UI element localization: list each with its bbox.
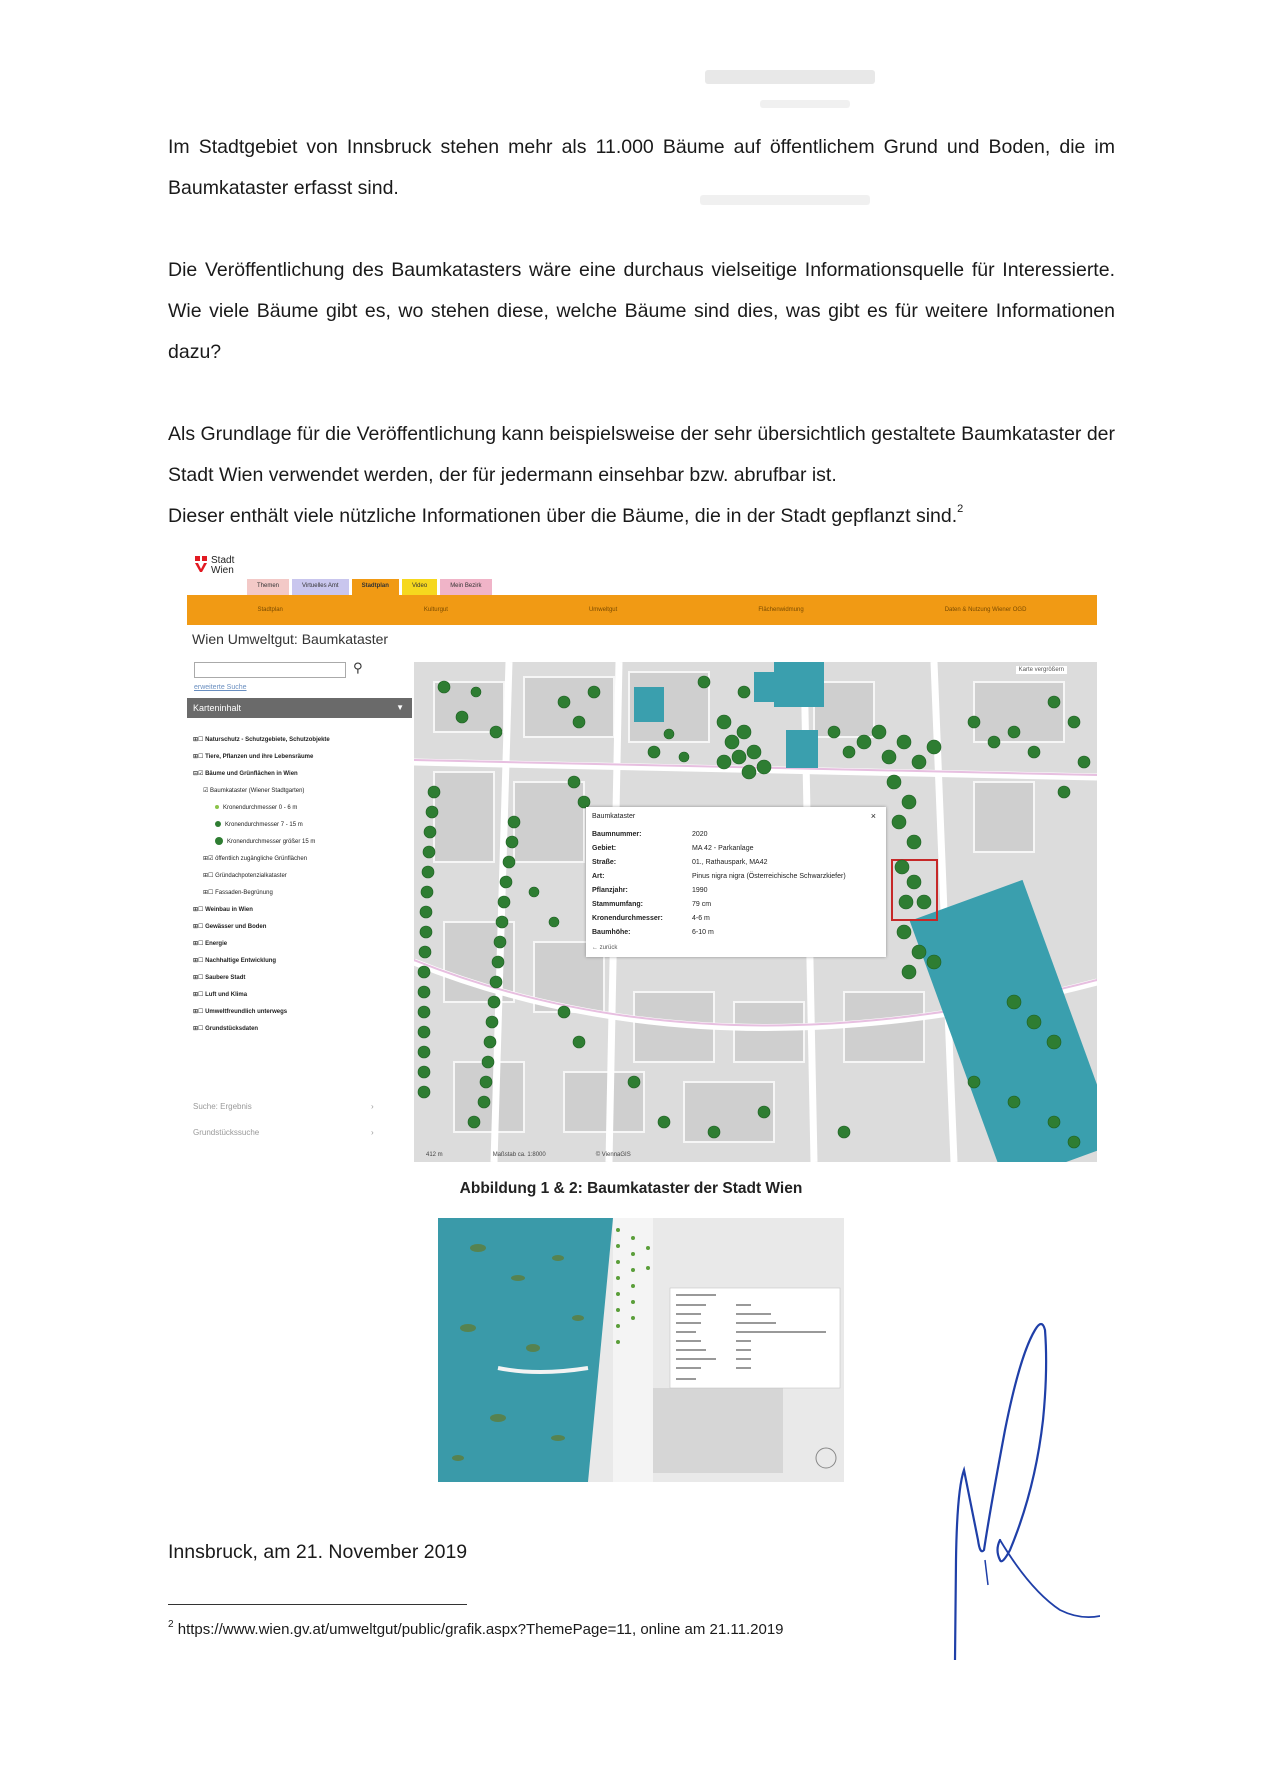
scale-bar: 412 m [426,1152,443,1158]
layer-item[interactable]: ⊞☐ Luft und Klima [193,992,248,998]
advanced-search-link[interactable]: erweiterte Suche [194,684,247,691]
layer-item[interactable]: ⊞☐ Nachhaltige Entwicklung [193,958,277,964]
table-row: Gebiet: MA 42 - Parkanlage [592,844,754,852]
layer-item[interactable]: ⊞☐ Fassaden-Begrünung [203,890,273,896]
footnote-ref: 2 [957,503,964,515]
copyright: © ViennaGIS [595,1152,631,1158]
page-title: Wien Umweltgut: Baumkataster [192,631,389,647]
layer-item[interactable]: ⊞☐ Tiere, Pflanzen und ihre Lebensräume [193,754,314,760]
paragraph-3 [168,414,1115,537]
popup-title: Baumkataster [592,813,636,820]
karteninhalt-header[interactable]: Karteninhalt ▼ [187,698,412,718]
table-row: Art: Pinus nigra nigra (Österreichische Schwarzkiefer) [592,872,846,880]
layer-item[interactable]: ⊟☑ Bäume und Grünflächen in Wien [193,771,298,777]
layer-item[interactable]: ⊞☑ öffentlich zugängliche Grünflächen [203,856,308,862]
tree-info-table [592,827,846,939]
layer-item[interactable]: ⊞☐ Naturschutz - Schutzgebiete, Schutzobjekte [193,737,330,743]
footnote-text: https://www.wien.gv.at/umweltgut/public/grafik.aspx?ThemePage=11, online am 21.11.2019 [177,1621,784,1638]
paragraph-2: Die Veröffentlichung des Baumkatasters wäre eine durchaus vielseitige Informationsquelle für Interessierte. Wie viele Bäume gibt es, wo stehen diese, welche Bäume sind dies, was gibt es für weitere Informationen dazu? [168,259,1115,363]
layer-tree [193,732,330,1038]
tree-info-popup [586,807,886,957]
handwritten-signature [950,1310,1100,1660]
table-row: Straße: 01., Rathauspark, MA42 [592,858,768,866]
table-row: Baumnummer: 2020 [592,830,708,838]
tab-themen[interactable]: Themen [247,579,289,595]
close-icon[interactable]: × [870,811,876,821]
tab-virtuelles-amt[interactable]: Virtuelles Amt [292,579,349,595]
back-link[interactable]: ← zurück [592,945,618,951]
main-tabs [247,579,492,595]
layer-item[interactable]: ⊞☐ Weinbau in Wien [193,907,253,913]
nav-flaechenwidmung[interactable]: Flächenwidmung [758,607,804,613]
footnote-number: 2 [168,1619,174,1630]
table-row: Pflanzjahr: 1990 [592,886,708,894]
layer-item[interactable]: ⊞☐ Energie [193,941,228,947]
property-search-link[interactable]: Grundstückssuche › [193,1128,374,1137]
search-icon[interactable]: ⚲ [353,660,363,675]
nav-daten-nutzung[interactable]: Daten & Nutzung Wiener OGD [944,607,1027,613]
figure-caption: Abbildung 1 & 2: Baumkataster der Stadt Wien [459,1180,803,1197]
map-footer [426,1152,631,1158]
zoomed-map-graphic [438,1218,844,1482]
stadt-wien-logo: Stadt Wien [195,556,234,576]
map-enlarge-link[interactable]: Karte vergrößern [1016,666,1067,674]
legend-item: Kronendurchmesser größer 15 m [193,834,330,851]
legend-item: Kronendurchmesser 0 - 6 m [193,800,330,817]
paragraph-3-main: Als Grundlage für die Veröffentlichung kann beispielsweise der sehr übersichtlich gestaltete Baumkataster der Stadt Wien verwendet werden, der für jedermann einsehbar bzw. abrufbar ist. [168,423,1116,486]
wien-flag-icon [195,556,207,572]
left-panel [187,662,407,1162]
tab-stadtplan[interactable]: Stadtplan [352,579,399,595]
nav-kulturgut[interactable]: Kulturgut [423,607,448,613]
search-results-link[interactable]: Suche: Ergebnis › [193,1102,374,1111]
tree-map[interactable] [414,662,1097,1162]
layer-item[interactable]: ⊞☐ Saubere Stadt [193,975,246,981]
legend-item: Kronendurchmesser 7 - 15 m [193,817,330,834]
layer-item[interactable]: ⊞☐ Grundstücksdaten [193,1026,259,1032]
place-and-date: Innsbruck, am 21. November 2019 [168,1541,468,1563]
layer-item[interactable]: ☑ Baumkataster (Wiener Stadtgarten) [203,788,305,794]
chevron-down-icon: ▼ [396,703,404,712]
layer-item[interactable]: ⊞☐ Umweltfreundlich unterwegs [193,1009,288,1015]
table-row: Kronendurchmesser: 4-6 m [592,914,710,922]
layer-item[interactable]: ⊞☐ Gewässer und Boden [193,924,267,930]
search-input[interactable] [194,662,346,678]
footnote [168,1621,784,1638]
tab-mein-bezirk[interactable]: Mein Bezirk [440,579,491,595]
paragraph-3-last-line: Dieser enthält viele nützliche Informationen über die Bäume, die in der Stadt gepflanzt sind.$^2$ [168,503,964,527]
nav-umweltgut[interactable]: Umweltgut [588,607,618,613]
baumkataster-screenshot-1 [187,550,1097,1165]
footnote-divider [168,1604,467,1605]
nav-stadtplan[interactable]: Stadtplan [257,607,283,613]
table-row: Stammumfang: 79 cm [592,900,712,908]
baumkataster-screenshot-2 [438,1218,844,1482]
paragraph-1: Im Stadtgebiet von Innsbruck stehen mehr als 11.000 Bäume auf öffentlichem Grund und Boden, die im Baumkataster erfasst sind. [168,136,1115,199]
layer-item[interactable]: ⊞☐ Gründachpotenzialkataster [203,873,287,879]
sub-navigation [187,595,1097,625]
tab-video[interactable]: Video [402,579,437,595]
table-row: Baumhöhe: 6-10 m [592,928,714,936]
scale-text: Maßstab ca. 1:8000 [492,1152,546,1158]
